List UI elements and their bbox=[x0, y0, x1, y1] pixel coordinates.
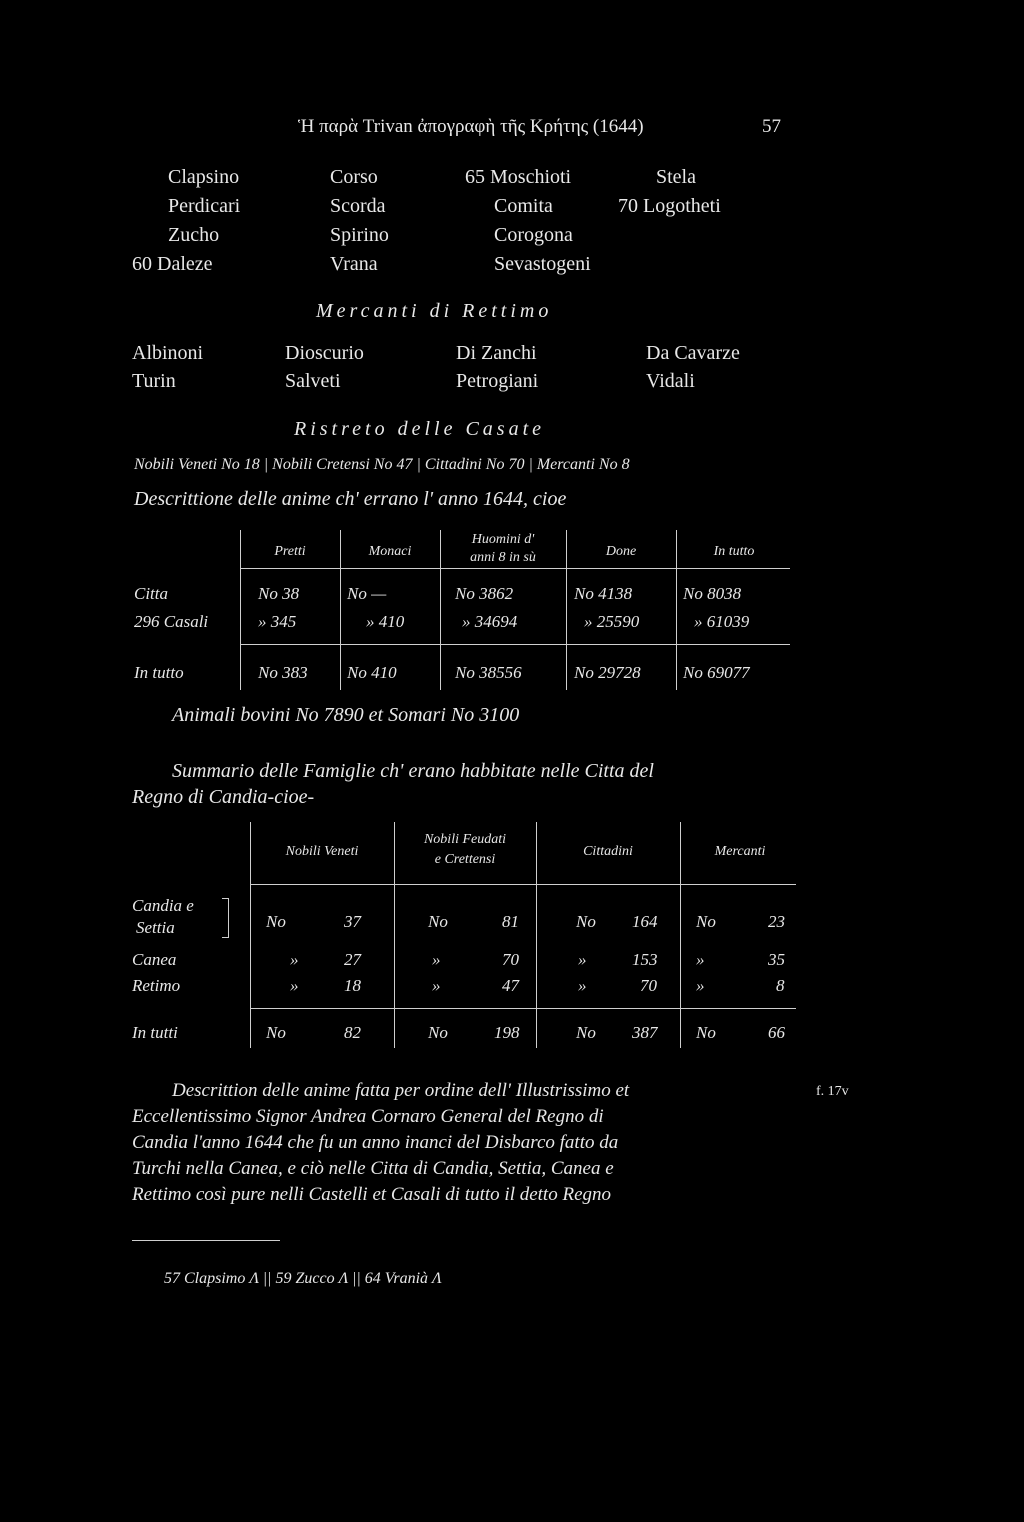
table-cell: » 25590 bbox=[584, 612, 640, 631]
table-cell: » bbox=[696, 976, 705, 995]
name-cell: Zucho bbox=[168, 224, 220, 246]
name-cell: Vrana bbox=[330, 253, 378, 275]
table-cell: » bbox=[578, 976, 587, 995]
name-cell: Scorda bbox=[330, 195, 386, 217]
table-rule bbox=[240, 644, 790, 645]
summario-line-2: Regno di Candia-cioe- bbox=[132, 786, 315, 808]
col-header-crettensi: e Crettensi bbox=[434, 852, 496, 867]
table-cell: No 69077 bbox=[683, 663, 750, 682]
col-header-anni: anni 8 in sù bbox=[470, 550, 536, 565]
row-brace bbox=[222, 898, 229, 938]
col-header-pretti: Pretti bbox=[274, 544, 306, 559]
table-cell: » bbox=[432, 976, 441, 995]
table-cell: No bbox=[266, 912, 286, 931]
running-title: Ἡ παρὰ Trivan ἀπογραφὴ τῆς Κρήτης (1644) bbox=[298, 116, 644, 137]
table-cell: No bbox=[696, 912, 716, 931]
table-cell: 66 bbox=[768, 1023, 785, 1042]
table-cell: » bbox=[432, 950, 441, 969]
table-cell: 23 bbox=[768, 912, 785, 931]
col-header-nobili-feudati: Nobili Feudati bbox=[423, 832, 507, 847]
table-cell: No bbox=[576, 912, 596, 931]
section-title-mercanti: Mercanti di Rettimo bbox=[316, 300, 553, 322]
col-header-cittadini: Cittadini bbox=[583, 844, 633, 859]
mercante-name: Albinoni bbox=[132, 342, 204, 364]
paragraph-line: Turchi nella Canea, e ciò nelle Citta di Candia, Settia, Canea e bbox=[132, 1158, 614, 1179]
table-cell: 70 bbox=[640, 976, 657, 995]
row-label-candia: Candia e bbox=[132, 896, 194, 915]
table-cell: 387 bbox=[632, 1023, 658, 1042]
mercante-name: Turin bbox=[132, 370, 176, 392]
name-cell: 60 Daleze bbox=[132, 253, 213, 275]
name-cell: Perdicari bbox=[168, 195, 241, 217]
row-label-in-tutti: In tutti bbox=[132, 1023, 178, 1042]
table-cell: » bbox=[696, 950, 705, 969]
table-cell: No bbox=[576, 1023, 596, 1042]
name-cell: Corogona bbox=[494, 224, 573, 246]
mercante-name: Salveti bbox=[285, 370, 341, 392]
name-cell: 65 Moschioti bbox=[465, 166, 572, 188]
table-cell: 8 bbox=[776, 976, 785, 995]
table-cell: » bbox=[578, 950, 587, 969]
mercante-name: Di Zanchi bbox=[456, 342, 537, 364]
table-cell: No 410 bbox=[347, 663, 397, 682]
table-cell: 35 bbox=[768, 950, 785, 969]
paragraph-line: Rettimo così pure nelli Castelli et Casali di tutto il detto Regno bbox=[132, 1184, 611, 1205]
table-cell: No 29728 bbox=[574, 663, 641, 682]
table-cell: » bbox=[290, 976, 299, 995]
table-cell: No 38556 bbox=[455, 663, 522, 682]
row-label: 296 Casali bbox=[134, 612, 209, 631]
paragraph-line: Descrittion delle anime fatta per ordine dell' Illustrissimo et bbox=[172, 1080, 630, 1101]
table-cell: 82 bbox=[344, 1023, 361, 1042]
table-cell: 164 bbox=[632, 912, 658, 931]
name-cell: 70 Logotheti bbox=[618, 195, 721, 217]
table-cell: No 383 bbox=[258, 663, 308, 682]
col-header-monaci: Monaci bbox=[368, 544, 412, 559]
table-cell: 198 bbox=[494, 1023, 520, 1042]
mercante-name: Petrogiani bbox=[456, 370, 539, 392]
margin-note: f. 17v bbox=[816, 1084, 849, 1099]
table-cell: » 61039 bbox=[694, 612, 750, 631]
table-rule bbox=[250, 1008, 796, 1009]
name-cell: Stela bbox=[656, 166, 696, 188]
table-cell: » 345 bbox=[258, 612, 297, 631]
paragraph-line: Candia l'anno 1644 che fu un anno inanci del Disbarco fatto da bbox=[132, 1132, 619, 1153]
row-label-canea: Canea bbox=[132, 950, 177, 969]
table-cell: 153 bbox=[632, 950, 658, 969]
mercante-name: Dioscurio bbox=[285, 342, 364, 364]
paragraph-line: Eccellentissimo Signor Andrea Cornaro General del Regno di bbox=[132, 1106, 604, 1127]
table-cell: 27 bbox=[344, 950, 361, 969]
table-cell: No bbox=[428, 1023, 448, 1042]
col-header-done: Done bbox=[605, 544, 637, 559]
table-cell: No bbox=[696, 1023, 716, 1042]
summario-line-1: Summario delle Famiglie ch' erano habbitate nelle Citta del bbox=[172, 760, 654, 782]
row-label: Citta bbox=[134, 584, 169, 603]
table-cell: 81 bbox=[502, 912, 519, 931]
footnote: 57 Clapsimo Λ || 59 Zucco Λ || 64 Vranià Λ bbox=[164, 1270, 442, 1287]
row-label-settia: Settia bbox=[136, 918, 175, 937]
animali-line: Animali bovini No 7890 et Somari No 3100 bbox=[172, 704, 520, 726]
section-title-ristreto: Ristreto delle Casate bbox=[294, 418, 546, 440]
mercante-name: Da Cavarze bbox=[646, 342, 740, 364]
footnote-rule bbox=[132, 1240, 280, 1241]
name-cell: Corso bbox=[330, 166, 378, 188]
table-cell: No 4138 bbox=[574, 584, 633, 603]
name-cell: Clapsino bbox=[168, 166, 240, 188]
name-cell: Sevastogeni bbox=[494, 253, 591, 275]
table-cell: No — bbox=[347, 584, 387, 603]
table-rule bbox=[250, 884, 796, 885]
col-header-huomini: Huomini d' bbox=[471, 532, 535, 547]
table-cell: 18 bbox=[344, 976, 361, 995]
name-cell: Spirino bbox=[330, 224, 389, 246]
table-cell: No 38 bbox=[258, 584, 300, 603]
table-cell: No bbox=[428, 912, 448, 931]
table-cell: No 3862 bbox=[455, 584, 514, 603]
mercante-name: Vidali bbox=[646, 370, 695, 392]
col-header-in-tutto: In tutto bbox=[713, 544, 755, 559]
name-cell: Comita bbox=[494, 195, 553, 217]
table-cell: » bbox=[290, 950, 299, 969]
table-rule bbox=[240, 568, 790, 569]
col-header-nobili-veneti: Nobili Veneti bbox=[285, 844, 359, 859]
table-cell: No bbox=[266, 1023, 286, 1042]
table-cell: No 8038 bbox=[683, 584, 742, 603]
table-cell: 37 bbox=[344, 912, 361, 931]
page-number: 57 bbox=[762, 116, 781, 137]
table-cell: » 34694 bbox=[462, 612, 518, 631]
row-label: In tutto bbox=[134, 663, 184, 682]
table-cell: 70 bbox=[502, 950, 519, 969]
row-label-retimo: Retimo bbox=[132, 976, 181, 995]
table-cell: » 410 bbox=[366, 612, 405, 631]
table-cell: 47 bbox=[502, 976, 519, 995]
col-header-mercanti: Mercanti bbox=[714, 844, 766, 859]
casate-summary: Nobili Veneti No 18 | Nobili Cretensi No 47 | Cittadini No 70 | Mercanti No 8 bbox=[134, 456, 630, 473]
descrittione-intro: Descrittione delle anime ch' errano l' anno 1644, cioe bbox=[134, 488, 567, 510]
